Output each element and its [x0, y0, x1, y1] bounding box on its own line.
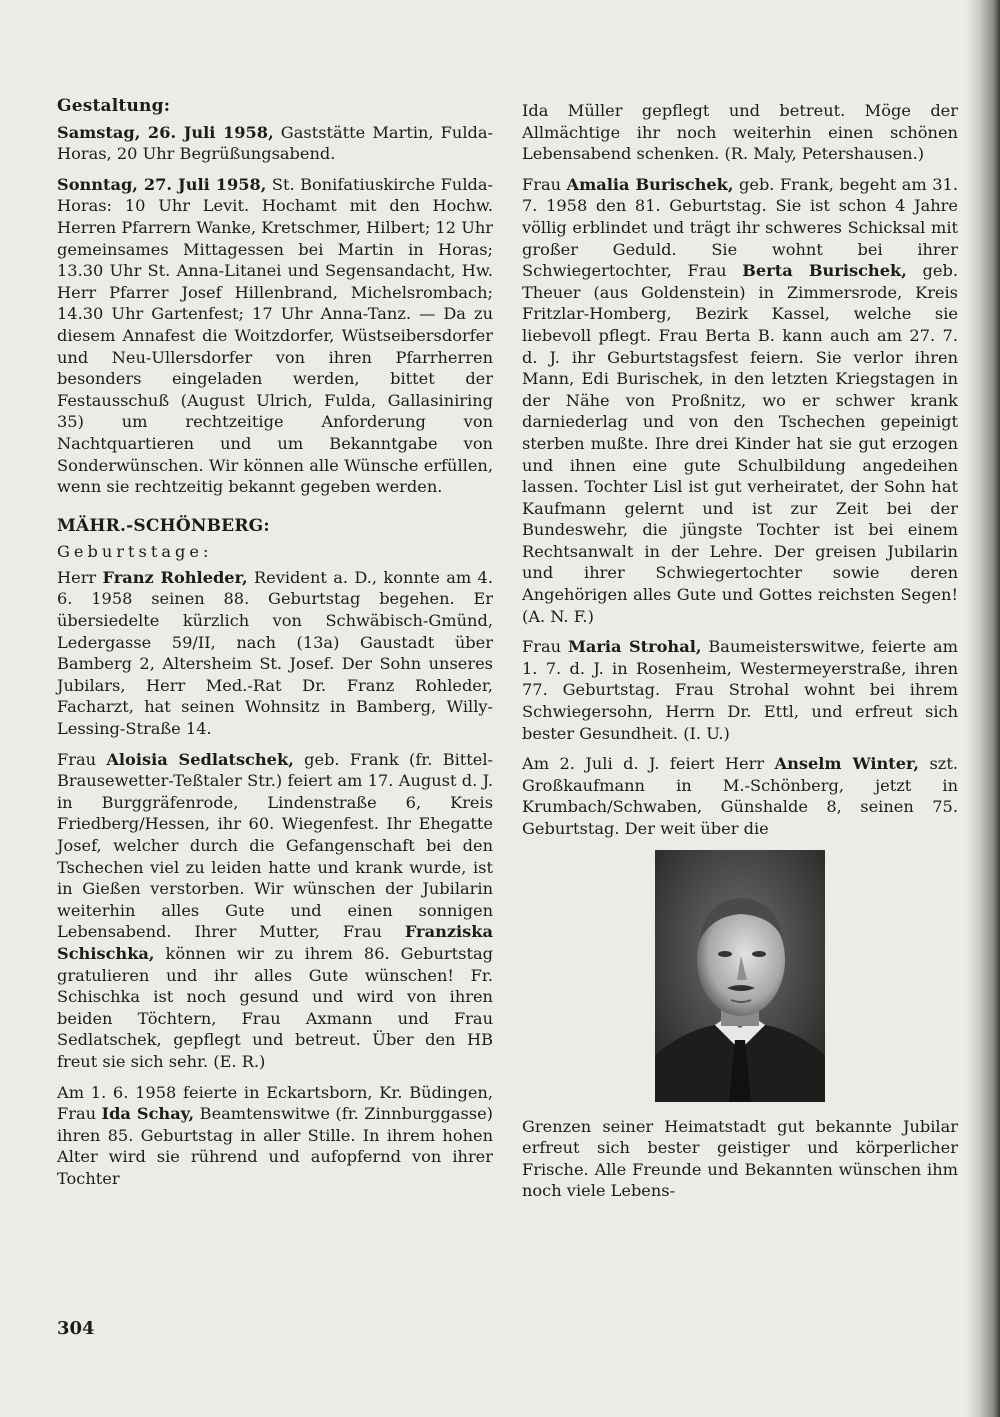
- portrait-illustration: [655, 850, 825, 1102]
- portrait-photo: [655, 850, 825, 1102]
- paragraph-schay: Am 1. 6. 1958 feierte in Eckartsborn, Kr. Büdingen, Frau Ida Schay, Beamtenswitwe (fr. Zinnburggasse) ihren 85. Geburtstag in aller Stille. In ihrem hohen Alter wird sie rührend und aufopfernd von ihrer Tochter: [57, 1082, 493, 1188]
- paragraph-winter: Am 2. Juli d. J. feiert Herr Anselm Winter, szt. Großkaufmann in M.-Schönberg, jetzt in Krumbach/Schwaben, Günshalde 8, seinen 75. Geburtstag. Der weit über die: [522, 754, 958, 838]
- paragraph-sedlatschek: Frau Aloisia Sedlatschek, geb. Frank (fr. Bittel-Brausewetter-Teßtaler Str.) feiert am 17. August d. J. in Burggräfenrode, Lindenstraße 6, Kreis Friedberg/Hessen, ihr 60. Wiegenfest. Ihr Ehegatte Josef, welcher durch die Gefangenschaft bei den Tschechen viel zu leiden hatte und krank wurde, ist in Gießen verstorben. Wir wünschen der Jubilarin weiterhin alles Gute und einen sonnigen Lebensabend. Ihrer Mutter, Frau Franziska Schischka, können wir zu ihrem 86. Geburtstag gratulieren und ihr alles Gute wünschen! Fr. Schischka ist noch gesund und wird von ihren beiden Töchtern, Frau Axmann und Frau Sedlatschek, gepflegt und betreut. Über den HB freut sie sich sehr. (E. R.): [57, 749, 494, 1071]
- left-column: [57, 96, 493, 1199]
- paragraph-sonntag: Sonntag, 27. Juli 1958, St. Bonifatiuskirche Fulda-Horas: 10 Uhr Levit. Hochamt mit den Hochw. Herren Pfarrern Wanke, Kretschmer, Hilbert; 12 Uhr gemeinsames Mittagessen bei Martin in Horas; 13.30 Uhr St. Anna-Litanei und Segensandacht, Hw. Herr Pfarrer Josef Hillenbrand, Michelsrombach; 14.30 Uhr Gartenfest; 17 Uhr Anna-Tanz. — Da zu diesem Annafest die Woitzdorfer, Wüstseibersdorfer und Neu-Ullersdorfer von ihren Pfarrherren besonders eingeladen werden, bittet der Festausschuß (August Ulrich, Fulda, Gallasiniring 35) um rechtzeitige Anforderung von Nachtquartieren und um Bekanntgabe von Sonderwünschen. Wir können alle Wünsche erfüllen, wenn sie rechtzeitig bekannt gegeben werden.: [57, 174, 493, 497]
- book-spine-shadow: [966, 0, 1000, 1417]
- right-column: [522, 100, 958, 1211]
- paragraph-burischek: Frau Amalia Burischek, geb. Frank, begeht am 31. 7. 1958 den 81. Geburtstag. Sie ist schon 4 Jahre völlig erblindet und trägt ihr schweres Schicksal mit großer Geduld. Sie wohnt bei ihrer Schwiegertochter, Frau Berta Burischek, geb. Theuer (aus Goldenstein) in Zimmersrode, Kreis Fritzlar-Homberg, Bezirk Kassel, welche sie liebevoll pflegt. Frau Berta B. kann auch am 27. 7. d. J. ihr Geburtstagsfest feiern. Sie verlor ihren Mann, Edi Burischek, in den letzten Kriegstagen in der Nähe von Proßnitz, wo er schwer krank darniederlag und von den Tschechen gepeinigt sterben mußte. Ihre drei Kinder hat sie gut erzogen und ihnen eine gute Schulbildung angedeihen lassen. Tochter Lisl ist gut verheiratet, der Sohn hat Kaufmann gelernt und ist zur Zeit bei der Bundeswehr, die jüngste Tochter ist bei einem Rechtsanwalt in der Lehre. Der greisen Jubilarin und ihrer Schwiegertochter sowie deren Angehörigen alles Gute und Gottes reichsten Segen! (A. N. F.): [522, 174, 958, 626]
- section-heading-maehr-schoenberg: MÄHR.-SCHÖNBERG:: [57, 515, 270, 536]
- paragraph-winter-continued: Grenzen seiner Heimatstadt gut bekannte Jubilar erfreut sich bester geistiger und körperlicher Frische. Alle Freunde und Bekannten wünschen ihm noch viele Lebens-: [522, 1116, 958, 1201]
- paragraph-samstag: Samstag, 26. Juli 1958, Gaststätte Martin, Fulda-Horas, 20 Uhr Begrüßungsabend.: [57, 122, 493, 164]
- page-number: 304: [57, 1318, 95, 1339]
- gestaltung-heading: Gestaltung:: [57, 96, 171, 116]
- paragraph-mueller-continued: Ida Müller gepflegt und betreut. Möge der Allmächtige ihr noch weiterhin einen schönen Lebensabend schenken. (R. Maly, Petershausen.): [522, 101, 958, 164]
- subheading-geburtstage: Geburtstage:: [57, 542, 213, 562]
- paragraph-rohleder: Herr Franz Rohleder, Revident a. D., konnte am 4. 6. 1958 seinen 88. Geburtstag begehen. Er übersiedelte kürzlich von Schwäbisch-Gmünd, Ledergasse 59/II, nach (13a) Gaustadt über Bamberg 2, Altersheim St. Josef. Der Sohn unseres Jubilars, Herr Med.-Rat Dr. Franz Rohleder, Facharzt, hat seinen Wohnsitz in Bamberg, Willy-Lessing-Straße 14.: [57, 567, 493, 739]
- paragraph-strohal: Frau Maria Strohal, Baumeisterswitwe, feierte am 1. 7. d. J. in Rosenheim, Westermeyerstraße, ihren 77. Geburtstag. Frau Strohal wohnt bei ihrem Schwiegersohn, Herrn Dr. Ettl, und erfreut sich bester Gesundheit. (I. U.): [522, 637, 958, 743]
